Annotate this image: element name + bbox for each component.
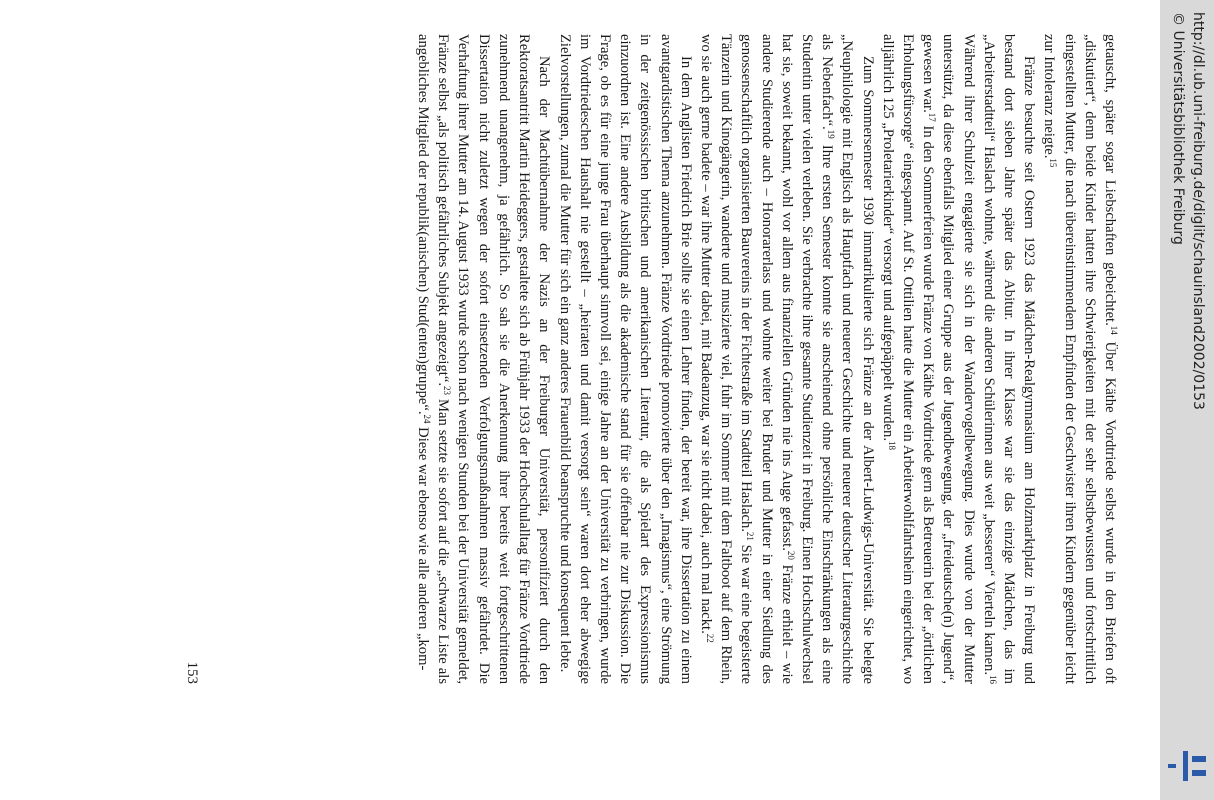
paragraph	[696, 34, 878, 684]
text-run: Zum Sommersemester 1930 immatrikulierte sich Fränze an der Albert-Ludwigs-Universität. Sie belegte „Neuphilologie mit Englisch als Hauptfach und neuerer Geschichte und neuerer deutscher Literaturgeschichte als Nebenfach“.	[819, 34, 876, 684]
footnote-marker: 20	[785, 550, 796, 560]
footnote-marker: 16	[987, 675, 998, 684]
footnote-marker: 18	[886, 441, 897, 450]
footnote-marker: 19	[826, 129, 837, 139]
footnote-marker: 17	[927, 112, 938, 122]
text-run: Nach der Machtübernahme der Nazis an der Freiburger Universität, personifiziert durch den Rektoratsantritt Martin Heideggers, gestaltete sich ab Frühjahr 1933 der Hochschulalltag für Fränze Vordtriede zunehmend unangenehm, ja gefährlich. So sah sie die Anerkennung ihrer bereits weit fortgeschrittenen Dissertation nicht zuletzt wegen der sofort einsetzenden Verfolgungsmaßnahmen massiv gefährdet. Die Verhaftung ihrer Mutter am 14. August 1933 wurde schon nach wenigen Stunden bei der Universität gemeldet, Fränze selbst „als politisch gefährliches Subjekt angezeigt“.	[435, 34, 553, 684]
sidebar-text-group	[1160, 0, 1214, 800]
text-run: Diese war ebenso wie alle anderen „kom-	[415, 423, 432, 671]
text-run: Fränze besuchte seit Ostern 1923 das Mädchen-Realgymnasium am Holzmarktplatz in Freiburg und bestand dort sieben Jahre später das Abitur. In ihrer Klasse war sie das einzige Mädchen, das im „Arbeiterstadtteil“ Haslach wohnte, während die anderen Schülerinnen aus weit „besseren“ Vierteln kamen.	[980, 34, 1038, 684]
ub-freiburg-logo-icon	[1166, 748, 1208, 784]
footnote-marker: 21	[745, 531, 756, 541]
text-run: Während ihrer Schulzeit engagierte sie sich in der Wandervogelbewegung. Dies wurde von der Mutter unterstützt, da diese ebenfalls Mitglied einer Gruppe aus der Jugendbewegung, der „freideutsche(n) Jugend“, gewesen war.	[920, 34, 977, 684]
text-run: Über Käthe Vordtriede selbst wurde in den Briefen oft „diskutiert“, denn beide Kinder hatten ihre Schwierigkeiten mit der sehr selbstbewussten und fortschrittlich eingestellten Mutter, die nach übereinstimmendem Empfinden der Geschwister ihren Kindern gegenüber leicht zur Intoleranz neigte.	[1041, 34, 1118, 684]
text-run: getauscht, später sogar Liebschaften gebeichtet.	[1102, 34, 1118, 326]
text-run: Fränze erhielt – wie andere Studierende auch – Honorarerlass und wohnte weiter bei Bruder und Mutter in einer Siedlung des genossenschaftlich organisierten Bauvereins in der Fichtestraße im Stadtteil Haslach.	[738, 34, 795, 684]
source-url[interactable]: http://dl.ub.uni-freiburg.de/diglit/schauinsland2002/0153	[1190, 12, 1206, 410]
text-run: In den Sommerferien wurde Fränze von Käthe Vordtriede gern als Betreuerin bei der „örtlichen Erholungsfürsorge“ eingespannt. Auf St. Ottilien hatte die Mutter ein Arbeiterwohlfahrtsheim eingerichtet, wo alljährlich 125 „Proletarierkinder“ versorgt und aufgepäppelt wurden.	[879, 34, 937, 684]
logo-bar-left	[1168, 764, 1176, 768]
text-run: In dem Anglisten Friedrich Brie sollte sie einen Lehrer finden, der bereit war, ihre Dissertation zu einem avantgardistischen Thema anzunehmen. Fränze Vordtriede promovierte über den „Imagismus“, eine Strömung in der zeitgenössischen britischen und amerikanischen Literatur, die als Spielart des Expressionismus einzuordnen ist. Eine andere Ausbildung als die akademische stand für sie offenbar nie zur Diskussion. Die Frage, ob es für eine junge Frau überhaupt sinnvoll sei, einige Jahre an der Universität zu verbringen, wurde im Vordtriedeschen Haushalt nie gestellt – „heiraten und damit versorgt sein“ waren dort eher abwegige Zielvorstellungen, zumal die Mutter für sich ein ganz anderes Frauenbild beanspruchte und konsequent lebte.	[556, 34, 694, 684]
paragraph	[878, 34, 1040, 684]
footnote-marker: 23	[442, 385, 453, 395]
text-run: Man setzte sie sofort auf die „schwarze Liste als angebliches Mitglied der republik(anischen) Stud(enten)gruppe“.	[415, 34, 452, 684]
paragraph	[413, 34, 554, 684]
text-run: Ihre ersten Semester konnte sie anscheinend ohne persönliche Einschränkungen als eine Studentin unter vielen verleben. Sie verbrachte ihre gesamte Studienzeit in Freiburg. Einen Hochschulwechsel hat sie, soweit bekannt, wohl vor allem aus finanziellen Gründen nie ins Auge gefasst.	[778, 34, 836, 684]
copyright-notice: © Universitätsbibliothek Freiburg	[1170, 12, 1186, 245]
text-run: Sie war eine begeisterte Tänzerin und Kinogängerin, wanderte und musizierte viel, fuhr im Sommer mit dem Faltboot auf dem Rhein, wo sie auch gerne badete – war ihre Mutter dabei, mit Badeanzug, war sie nicht dabei, auch mal nackt.	[697, 34, 755, 684]
footnote-marker: 15	[1048, 158, 1059, 168]
logo-bar-vertical	[1183, 751, 1188, 781]
logo-bar-bottom	[1192, 770, 1206, 776]
footnote-marker: 22	[704, 633, 715, 643]
library-sidebar	[1160, 0, 1214, 800]
page-number: 153	[184, 661, 200, 684]
footnote-marker: 24	[422, 414, 433, 424]
paragraph	[554, 34, 695, 684]
footnote-marker: 14	[1109, 325, 1119, 335]
body-text	[413, 34, 1120, 684]
logo-bar-top	[1192, 756, 1206, 762]
paragraph	[1039, 34, 1120, 684]
